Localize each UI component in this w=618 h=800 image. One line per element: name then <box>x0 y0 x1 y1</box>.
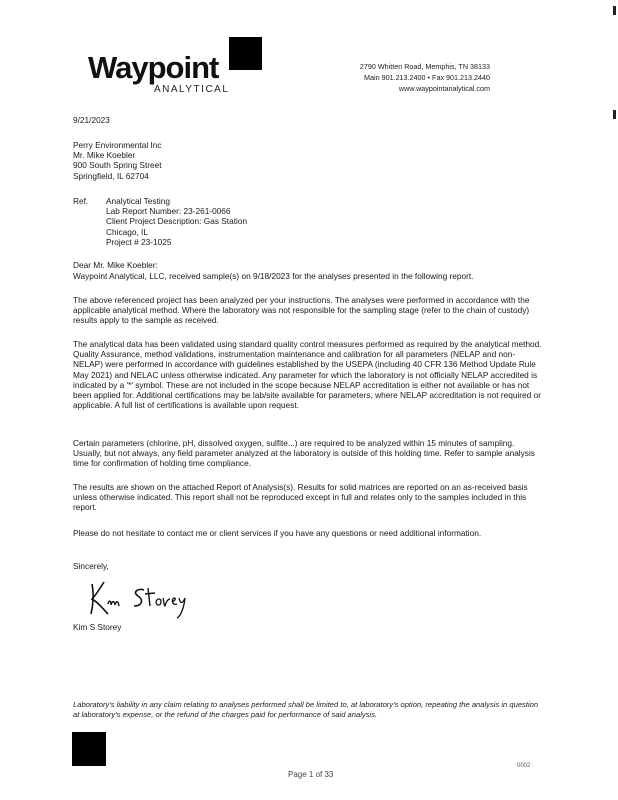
paragraph-receipt: Waypoint Analytical, LLC, received sample(s) on 9/18/2023 for the analyses presented in the following report. <box>73 271 474 281</box>
salutation: Dear Mr. Mike Koebler: <box>73 260 158 270</box>
reference-line: Client Project Description: Gas Station <box>106 216 248 227</box>
company-logo-subtitle: ANALYTICAL <box>154 84 230 95</box>
scan-edge-mark <box>613 110 616 119</box>
logo-block-mark <box>229 37 262 70</box>
address-line: 2790 Whitten Road, Memphis, TN 38133 <box>359 62 490 71</box>
paragraph-validation: The analytical data has been validated using standard quality control measures performed as required by the analytical method. Quality Assurance, method validations, instrumentation maintenance and calibration for all parameters (NELAP and non-NELAP) were performed in accordance with guidelines established by the USEPA (including 40 CFR 136 Method Update Rule May 2021) and NELAC unless otherwise indicated. Any parameter for which the laboratory is not officially NELAP accredited is indicated by a '*' symbol. These are not included in the scope because NELAP accreditation is either not available or has not been applied for. Additional certifications may be lab/site available for parameters, where NELAP accreditation is not required or applicable. A full list of certifications is available upon request. <box>73 339 542 411</box>
paragraph-analysis: The above referenced project has been analyzed per your instructions. The analyses were performed in accordance with the applicable analytical method. Where the laboratory was not responsible for the sampling stage (refer to the chain of custody) results apply to the sample as received. <box>73 295 530 326</box>
paragraph-contact: Please do not hesitate to contact me or client services if you have any questions or need additional information. <box>73 528 482 538</box>
reference-details <box>106 196 247 247</box>
letter-date: 9/21/2023 <box>73 115 110 125</box>
recipient-line: 900 South Spring Street <box>73 160 162 171</box>
company-logo-wordmark: Waypoint <box>88 50 219 85</box>
liability-disclaimer: Laboratory's liability in any claim relating to analyses performed shall be limited to, at laboratory's option, repeating the analysis in question at laboratory's expense, or the refund of the charges paid for performance of said analysis. <box>73 700 539 719</box>
scan-edge-mark <box>613 6 616 15</box>
recipient-address <box>73 140 162 181</box>
reference-line: Analytical Testing <box>106 196 170 206</box>
recipient-line: Perry Environmental Inc <box>73 140 162 150</box>
website-line: www.waypointanalytical.com <box>398 84 490 93</box>
recipient-line: Mr. Mike Koebler <box>73 150 136 161</box>
phone-fax-line: Main 901.213.2400 • Fax 901.213.2440 <box>364 73 490 82</box>
company-address-block <box>330 61 490 94</box>
paragraph-results: The results are shown on the attached Report of Analysis(s). Results for solid matrices are reported on an as-received basis unless otherwise indicated. This report shall not be reproduced except in full and relates only to the samples included in this report. <box>73 482 528 513</box>
reference-line: Lab Report Number: 23-261-0066 <box>106 206 231 217</box>
paragraph-holding-time: Certain parameters (chlorine, pH, dissolved oxygen, sulfite...) are required to be analyzed within 15 minutes of sampling. Usually, but not always, any field parameter analyzed at the laboratory is outside of this holding time. Refer to sample analysis time for confirmation of holding time compliance. <box>73 438 535 469</box>
page-code: 0002 <box>517 763 531 769</box>
closing: Sincerely, <box>73 561 109 571</box>
reference-line: Project # 23-1025 <box>106 236 172 247</box>
corner-block-mark <box>72 732 106 766</box>
page-number: Page 1 of 33 <box>288 770 334 779</box>
handwritten-signature <box>86 572 196 620</box>
recipient-line: Springfield, IL 62704 <box>73 170 149 181</box>
reference-line: Chicago, IL <box>106 226 148 237</box>
signer-name: Kim S Storey <box>73 622 122 632</box>
reference-label: Ref. <box>73 196 89 206</box>
